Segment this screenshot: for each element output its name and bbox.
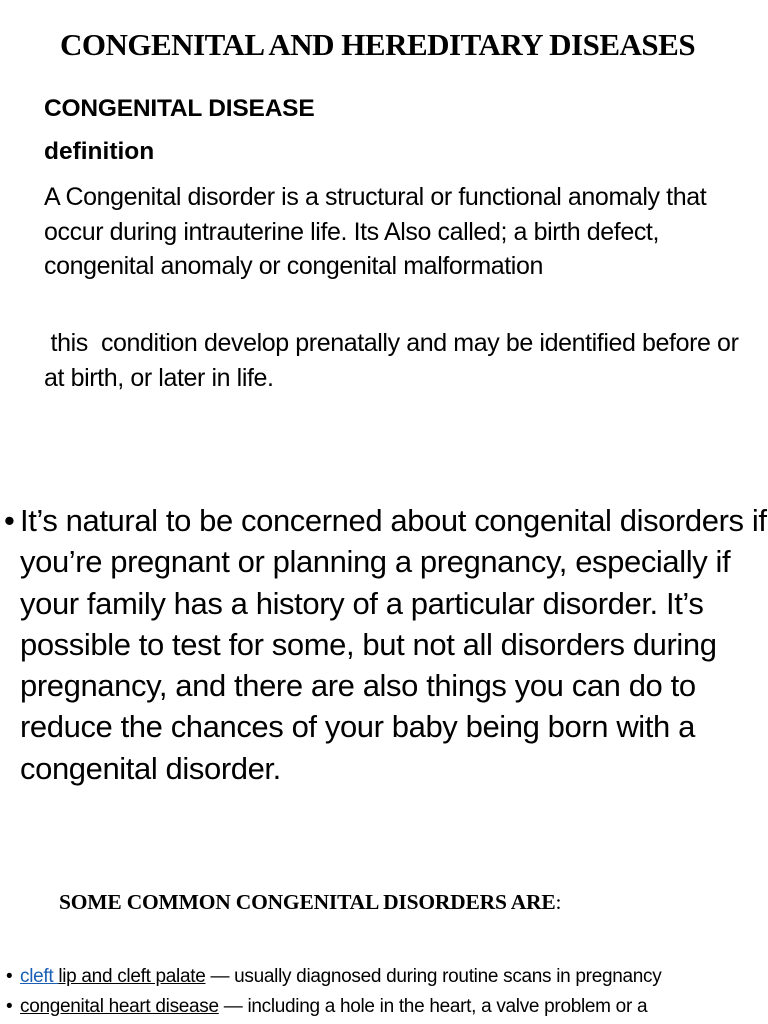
- definition-label: definition: [44, 138, 155, 165]
- disorder-term: congenital heart disease: [20, 996, 219, 1017]
- page-title: CONGENITAL AND HEREDITARY DISEASES: [60, 27, 696, 62]
- list-item: [6, 992, 768, 1022]
- bullet-paragraph: [4, 500, 768, 789]
- bullet-marker: •: [4, 503, 15, 538]
- disorder-term: lip and cleft palate: [58, 966, 206, 987]
- list-item: [6, 962, 768, 992]
- disorder-list: [6, 962, 768, 1022]
- bullet-marker: •: [6, 996, 13, 1017]
- section-heading: CONGENITAL DISEASE: [44, 95, 315, 122]
- bullet-marker: •: [6, 966, 13, 987]
- disorder-description: — usually diagnosed during routine scans in pregnancy: [205, 966, 662, 987]
- common-disorders-heading-text: SOME COMMON CONGENITAL DISORDERS ARE: [59, 890, 556, 914]
- definition-paragraph: A Congenital disorder is a structural or functional anomaly that occur during intrauterine life. Its Also called; a birth defect, congenital anomaly or congenital malformation: [44, 183, 707, 280]
- bullet-text: It’s natural to be concerned about congenital disorders if you’re pregnant or planning a pregnancy, especially if your family has a history of a particular disorder. It’s possible to test for some, but not all disorders during pregnancy, and there are also things you can do to reduce the chances of your baby being born with a congenital disorder.: [20, 503, 767, 786]
- disorder-description: — including a hole in the heart, a valve problem or a: [218, 996, 648, 1017]
- prenatal-paragraph: this condition develop prenatally and may be identified before or at birth, or later in life.: [44, 329, 746, 392]
- heading-colon: :: [555, 890, 562, 914]
- common-disorders-heading: [59, 890, 561, 915]
- cleft-link[interactable]: cleft: [20, 966, 59, 987]
